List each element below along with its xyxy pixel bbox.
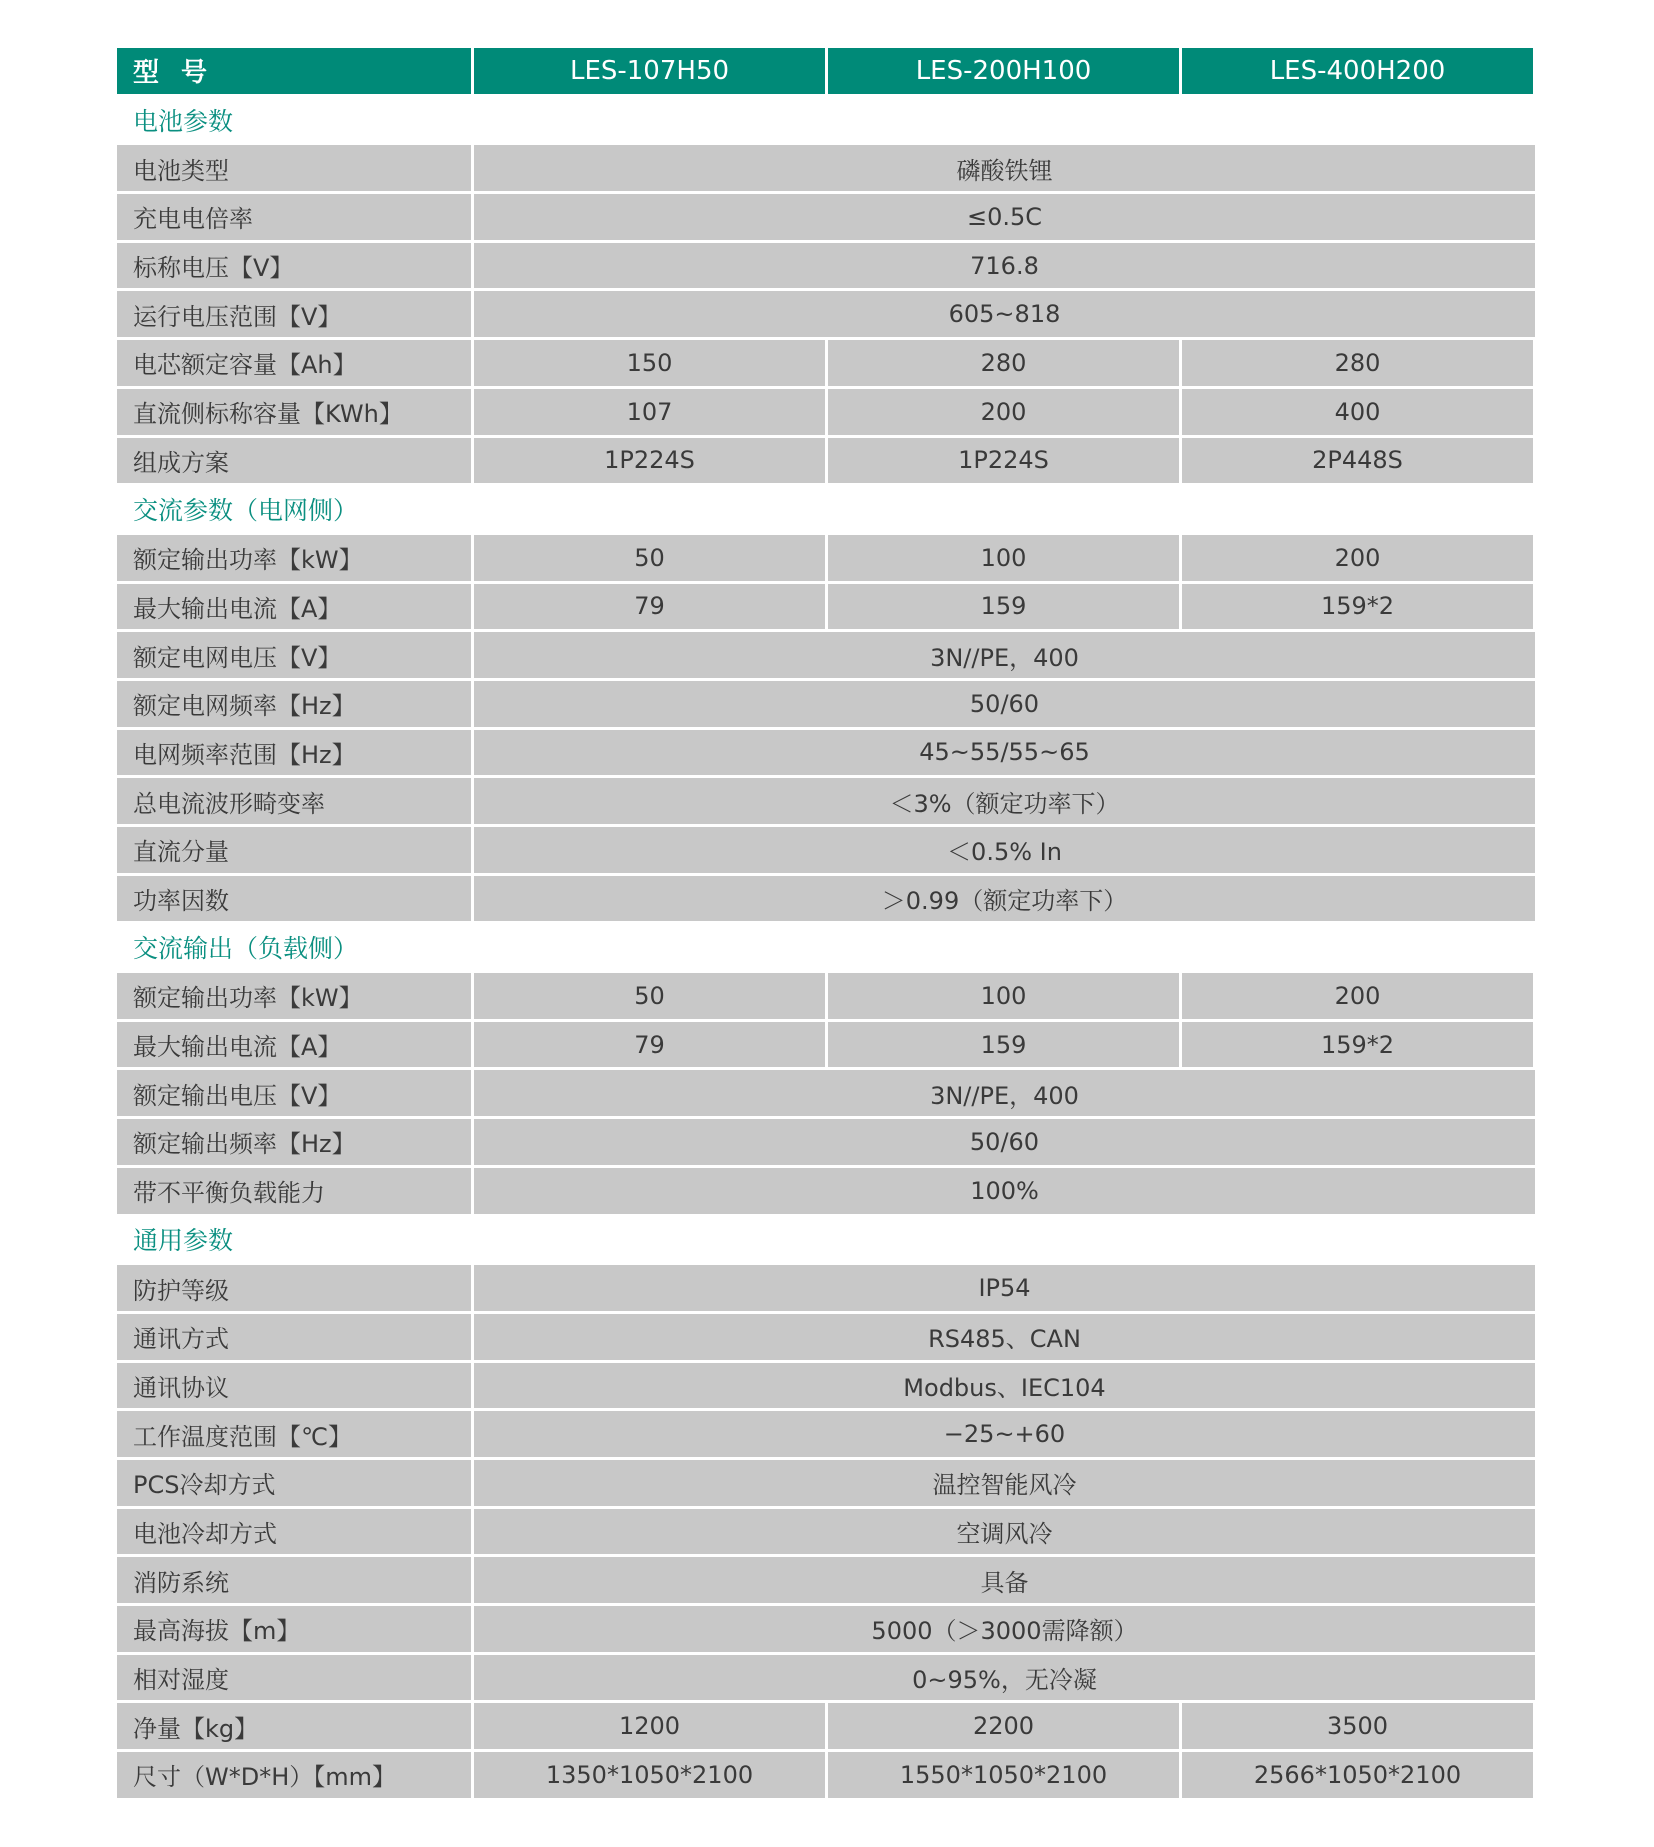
section-title: 通用参数: [117, 1217, 1535, 1263]
row-value: 159: [825, 584, 1179, 630]
table-row: [117, 243, 1535, 292]
row-value: 79: [471, 584, 825, 630]
row-value: 50: [471, 535, 825, 581]
section-header: [117, 97, 1535, 146]
table-row: [117, 340, 1535, 389]
row-label: 充电电倍率: [117, 194, 471, 240]
row-value: 100%: [471, 1168, 1535, 1214]
row-value: 200: [825, 389, 1179, 435]
row-label: 工作温度范围【℃】: [117, 1411, 471, 1457]
table-row: [117, 1314, 1535, 1363]
row-label: 电芯额定容量【Ah】: [117, 340, 471, 386]
row-value: 100: [825, 535, 1179, 581]
row-label: 标称电压【V】: [117, 243, 471, 289]
row-value: 150: [471, 340, 825, 386]
row-value: 200: [1179, 535, 1533, 581]
row-label: 通讯协议: [117, 1363, 471, 1409]
row-value: 159*2: [1179, 584, 1533, 630]
row-value: 3N//PE，400: [471, 1070, 1535, 1116]
row-value: 79: [471, 1022, 825, 1068]
row-value: 1P224S: [825, 438, 1179, 484]
table-row: [117, 1655, 1535, 1704]
row-label: 功率因数: [117, 876, 471, 922]
row-value: 具备: [471, 1557, 1535, 1603]
row-label: 总电流波形畸变率: [117, 778, 471, 824]
row-label: 直流分量: [117, 827, 471, 873]
row-value: 磷酸铁锂: [471, 145, 1535, 191]
table-row: [117, 1070, 1535, 1119]
row-label: 运行电压范围【V】: [117, 291, 471, 337]
row-label: 带不平衡负载能力: [117, 1168, 471, 1214]
row-value: ＜3%（额定功率下）: [471, 778, 1535, 824]
row-value: RS485、CAN: [471, 1314, 1535, 1360]
section-title: 电池参数: [117, 97, 1535, 143]
table-row: [117, 145, 1535, 194]
row-value: 温控智能风冷: [471, 1460, 1535, 1506]
row-value: 400: [1179, 389, 1533, 435]
row-value: 0~95%，无冷凝: [471, 1655, 1535, 1701]
row-label: 额定输出电压【V】: [117, 1070, 471, 1116]
section-header: [117, 924, 1535, 973]
spec-table: [117, 48, 1535, 1801]
table-row: [117, 1703, 1535, 1752]
row-label: 最大输出电流【A】: [117, 584, 471, 630]
table-row: [117, 1411, 1535, 1460]
section-header: [117, 486, 1535, 535]
section-header: [117, 1217, 1535, 1266]
row-value: 50/60: [471, 681, 1535, 727]
table-row: [117, 876, 1535, 925]
row-value: 5000（＞3000需降额）: [471, 1606, 1535, 1652]
row-value: 3500: [1179, 1703, 1533, 1749]
table-row: [117, 1509, 1535, 1558]
table-row: [117, 1557, 1535, 1606]
table-row: [117, 1022, 1535, 1071]
table-header-row: [117, 48, 1535, 97]
row-value: 107: [471, 389, 825, 435]
row-value: 1200: [471, 1703, 825, 1749]
row-label: 额定电网电压【V】: [117, 632, 471, 678]
row-value: 605~818: [471, 291, 1535, 337]
row-value: 1550*1050*2100: [825, 1752, 1179, 1798]
row-label: 最大输出电流【A】: [117, 1022, 471, 1068]
row-value: Modbus、IEC104: [471, 1363, 1535, 1409]
row-value: 159: [825, 1022, 1179, 1068]
row-label: 电池冷却方式: [117, 1509, 471, 1555]
row-value: ＞0.99（额定功率下）: [471, 876, 1535, 922]
row-value: ≤0.5C: [471, 194, 1535, 240]
row-value: 1P224S: [471, 438, 825, 484]
row-label: 尺寸（W*D*H）【mm】: [117, 1752, 471, 1798]
table-row: [117, 1168, 1535, 1217]
row-label: 最高海拔【m】: [117, 1606, 471, 1652]
row-label: 额定输出频率【Hz】: [117, 1119, 471, 1165]
row-value: 2200: [825, 1703, 1179, 1749]
table-row: [117, 1460, 1535, 1509]
row-value: 3N//PE，400: [471, 632, 1535, 678]
row-value: 1350*1050*2100: [471, 1752, 825, 1798]
row-label: 防护等级: [117, 1265, 471, 1311]
table-row: [117, 681, 1535, 730]
row-value: 空调风冷: [471, 1509, 1535, 1555]
row-value: IP54: [471, 1265, 1535, 1311]
table-row: [117, 973, 1535, 1022]
row-label: 消防系统: [117, 1557, 471, 1603]
table-row: [117, 1606, 1535, 1655]
row-value: ＜0.5% In: [471, 827, 1535, 873]
table-row: [117, 778, 1535, 827]
row-value: 280: [1179, 340, 1533, 386]
row-value: 280: [825, 340, 1179, 386]
row-label: 电池类型: [117, 145, 471, 191]
row-label: 相对湿度: [117, 1655, 471, 1701]
row-label: 电网频率范围【Hz】: [117, 730, 471, 776]
row-value: 716.8: [471, 243, 1535, 289]
row-value: 159*2: [1179, 1022, 1533, 1068]
row-label: PCS冷却方式: [117, 1460, 471, 1506]
table-row: [117, 730, 1535, 779]
row-label: 额定电网频率【Hz】: [117, 681, 471, 727]
row-value: 100: [825, 973, 1179, 1019]
table-row: [117, 827, 1535, 876]
row-value: 45~55/55~65: [471, 730, 1535, 776]
row-value: 200: [1179, 973, 1533, 1019]
table-row: [117, 1752, 1535, 1801]
section-title: 交流参数（电网侧）: [117, 486, 1535, 532]
table-row: [117, 1265, 1535, 1314]
table-row: [117, 1119, 1535, 1168]
header-model-3: LES-400H200: [1179, 48, 1533, 94]
header-model-1: LES-107H50: [471, 48, 825, 94]
table-row: [117, 632, 1535, 681]
row-label: 组成方案: [117, 438, 471, 484]
row-value: 50/60: [471, 1119, 1535, 1165]
section-title: 交流输出（负载侧）: [117, 924, 1535, 970]
table-row: [117, 291, 1535, 340]
table-row: [117, 389, 1535, 438]
header-label: 型号: [117, 48, 471, 94]
table-row: [117, 1363, 1535, 1412]
row-value: 2566*1050*2100: [1179, 1752, 1533, 1798]
table-row: [117, 535, 1535, 584]
table-row: [117, 194, 1535, 243]
row-label: 净量【kg】: [117, 1703, 471, 1749]
row-value: 50: [471, 973, 825, 1019]
row-label: 直流侧标称容量【KWh】: [117, 389, 471, 435]
row-label: 额定输出功率【kW】: [117, 973, 471, 1019]
row-label: 额定输出功率【kW】: [117, 535, 471, 581]
table-row: [117, 584, 1535, 633]
row-label: 通讯方式: [117, 1314, 471, 1360]
table-row: [117, 438, 1535, 487]
row-value: 2P448S: [1179, 438, 1533, 484]
row-value: −25~+60: [471, 1411, 1535, 1457]
header-model-2: LES-200H100: [825, 48, 1179, 94]
